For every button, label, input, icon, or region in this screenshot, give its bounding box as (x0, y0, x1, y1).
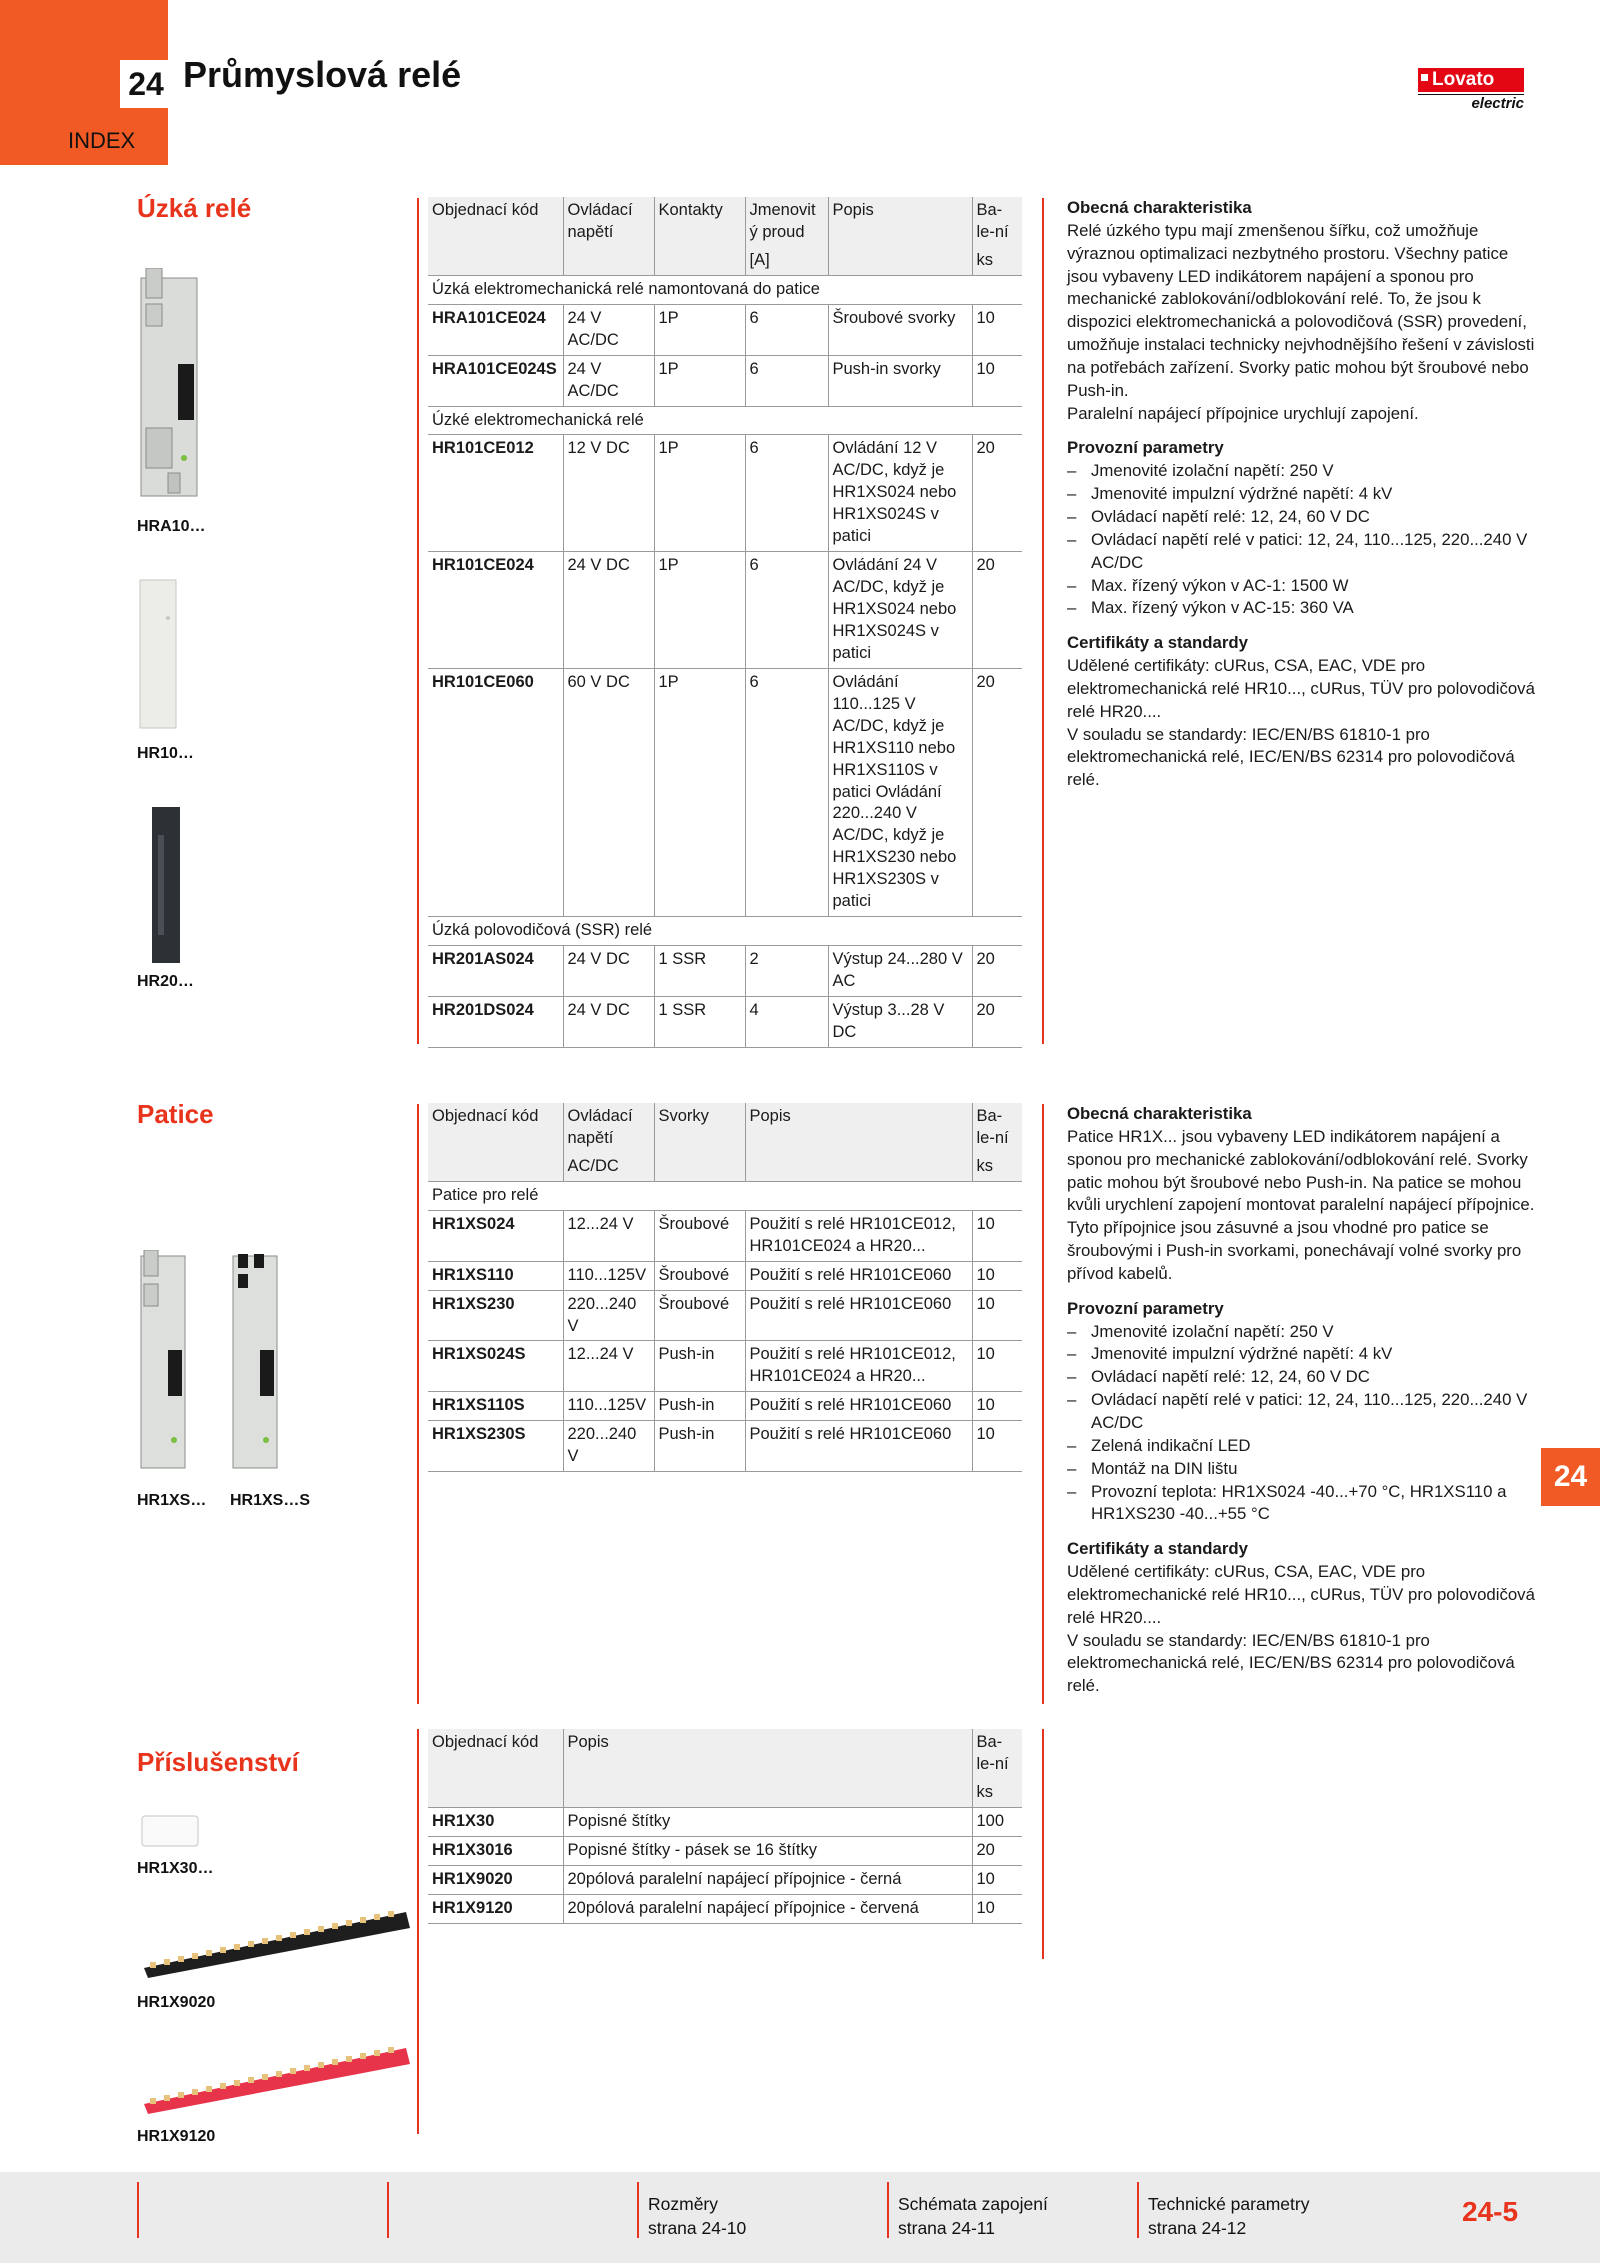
list-item: – Provozní teplota: HR1XS024 -40...+70 °C, HR1XS110 a HR1XS230 -40...+55 °C (1067, 1481, 1537, 1527)
product-label: HR1X30… (137, 1860, 214, 1877)
column-header: Ovládací napětí (563, 1103, 654, 1153)
order-code: HR201DS024 (428, 996, 563, 1047)
cell: 20 (972, 435, 1022, 552)
section-divider (1042, 198, 1044, 1044)
cell: 220...240 V (563, 1290, 654, 1341)
group-label: Úzké elektromechanická relé (428, 406, 1022, 435)
parameter-list (1067, 1321, 1537, 1527)
column-header: Popis (828, 197, 972, 247)
order-code: HR201AS024 (428, 946, 563, 997)
logo-sub: electric (1418, 94, 1524, 112)
cell: 110...125V (563, 1261, 654, 1290)
order-code: HR1X9120 (428, 1894, 563, 1923)
footer-link-title: Rozměry (648, 2194, 719, 2214)
heading: Certifikáty a standardy (1067, 633, 1248, 653)
cell: Použití s relé HR101CE060 (745, 1290, 972, 1341)
table-row (428, 1210, 1022, 1261)
cell: 1 SSR (654, 996, 745, 1047)
cell: 10 (972, 1210, 1022, 1261)
sockets-characteristics (1067, 1103, 1537, 1698)
column-header: Ba-le-ní (972, 1729, 1022, 1779)
cell: Ovládání 24 V AC/DC, když je HR1XS024 nebo HR1XS024S v patici (828, 552, 972, 669)
group-row (428, 917, 1022, 946)
table-row (428, 668, 1022, 916)
paragraph: Relé úzkého typu mají zmenšenou šířku, což umožňuje výraznou optimalizaci nezbytného prostoru. Všechny patice jsou vybaveny LED indikátorem napájení a sponou pro mechanické zablokování/odblokování relé. To, že jsou k dispozici elektromechanická a polovodičová (SSR) provedení, umožňuje instalaci technicky nejvhodnějšího řešení v závislosti na potřebách zařízení. Svorky patic mohou být šroubové nebo Push-in. (1067, 220, 1535, 400)
heading: Obecná charakteristika (1067, 198, 1252, 217)
table-row (428, 1807, 1022, 1836)
table-row (428, 1290, 1022, 1341)
order-code: HR101CE012 (428, 435, 563, 552)
unit-label: ks (972, 247, 1022, 275)
footer-divider (137, 2182, 139, 2238)
parameter-list (1067, 460, 1537, 620)
footer-link-dimensions[interactable] (648, 2193, 746, 2240)
list-item: – Jmenovité izolační napětí: 250 V (1067, 460, 1537, 483)
paragraph: V souladu se standardy: IEC/EN/BS 61810-1 pro elektromechanická relé, IEC/EN/BS 62314 pro polovodičová relé. (1067, 724, 1515, 790)
cell: 6 (745, 668, 828, 916)
relay-hra10-image (138, 268, 200, 500)
section-divider (1042, 1729, 1044, 1959)
cell: 1P (654, 304, 745, 355)
cell: Použití s relé HR101CE012, HR101CE024 a HR20... (745, 1210, 972, 1261)
cell: 6 (745, 435, 828, 552)
list-item: – Ovládací napětí relé v patici: 12, 24, 110...125, 220...240 V AC/DC (1067, 529, 1537, 575)
paragraph: Udělené certifikáty: cURus, CSA, EAC, VDE pro elektromechanická relé HR10..., cURus, TÜV pro polovodičová relé HR20.... (1067, 656, 1535, 721)
cell: Šroubové (654, 1290, 745, 1341)
order-code: HR1XS024 (428, 1210, 563, 1261)
order-code: HR1X9020 (428, 1865, 563, 1894)
order-code: HR1X30 (428, 1807, 563, 1836)
table-header-row (428, 197, 1022, 247)
cell: 24 V AC/DC (563, 355, 654, 406)
product-label: HR10… (137, 745, 194, 762)
cell: Šroubové (654, 1210, 745, 1261)
cell: Ovládání 12 V AC/DC, když je HR1XS024 nebo HR1XS024S v patici (828, 435, 972, 552)
cell: 12...24 V (563, 1210, 654, 1261)
column-header: Kontakty (654, 197, 745, 247)
list-item: – Jmenovité impulzní výdržné napětí: 4 kV (1067, 483, 1537, 506)
socket-pushin-image (230, 1250, 280, 1472)
cell: 20pólová paralelní napájecí přípojnice - černá (563, 1865, 972, 1894)
table-row (428, 946, 1022, 997)
table-row (428, 1261, 1022, 1290)
cell: 20 (972, 996, 1022, 1047)
paragraph: V souladu se standardy: IEC/EN/BS 61810-1 pro elektromechanická relé, IEC/EN/BS 62314 pro polovodičová relé. (1067, 1630, 1515, 1696)
cell: 6 (745, 355, 828, 406)
group-row (428, 275, 1022, 304)
list-item: – Zelená indikační LED (1067, 1435, 1537, 1458)
list-item: – Jmenovité impulzní výdržné napětí: 4 kV (1067, 1343, 1537, 1366)
table-row (428, 1392, 1022, 1421)
section-divider (417, 1729, 419, 2134)
heading: Certifikáty a standardy (1067, 1539, 1248, 1559)
page-title: Průmyslová relé (183, 54, 462, 95)
cell: Push-in svorky (828, 355, 972, 406)
cell: 20 (972, 946, 1022, 997)
footer-divider (1137, 2182, 1139, 2238)
column-header: Objednací kód (428, 1729, 563, 1779)
section-divider (417, 1104, 419, 1704)
paragraph: Udělené certifikáty: cURus, CSA, EAC, VDE pro elektromechanické relé HR10..., cURus, TÜV pro polovodičová relé HR20.... (1067, 1562, 1535, 1627)
sockets-table (428, 1103, 1022, 1472)
cell: Výstup 3...28 V DC (828, 996, 972, 1047)
cell: 10 (972, 355, 1022, 406)
table-header-row (428, 1103, 1022, 1153)
column-header: Objednací kód (428, 197, 563, 247)
cell: 12 V DC (563, 435, 654, 552)
chapter-side-tab[interactable]: 24 (1541, 1448, 1600, 1506)
table-row (428, 304, 1022, 355)
table-row (428, 1865, 1022, 1894)
cell: Push-in (654, 1341, 745, 1392)
list-item: – Ovládací napětí relé v patici: 12, 24, 110...125, 220...240 V AC/DC (1067, 1389, 1537, 1435)
list-item: – Ovládací napětí relé: 12, 24, 60 V DC (1067, 1366, 1537, 1389)
cell: 1 SSR (654, 946, 745, 997)
order-code: HR1XS110 (428, 1261, 563, 1290)
list-item: – Max. řízený výkon v AC-15: 360 VA (1067, 597, 1537, 620)
column-header: Popis (745, 1103, 972, 1153)
cell: 20 (972, 1836, 1022, 1865)
table-row (428, 552, 1022, 669)
order-code: HR1XS230 (428, 1290, 563, 1341)
unit-label: [A] (745, 247, 828, 275)
table-row (428, 1836, 1022, 1865)
cell: Výstup 24...280 V AC (828, 946, 972, 997)
cell: 2 (745, 946, 828, 997)
cell: Ovládání 110...125 V AC/DC, když je HR1XS110 nebo HR1XS110S v patici Ovládání 220...240 V AC/DC, když je HR1XS230 nebo HR1XS230S v patici (828, 668, 972, 916)
section-divider (417, 198, 419, 1044)
cell: Šroubové svorky (828, 304, 972, 355)
heading: Provozní parametry (1067, 438, 1224, 458)
table-units-row (428, 1153, 1022, 1181)
cell: Šroubové (654, 1261, 745, 1290)
table-row (428, 1341, 1022, 1392)
cell: 24 V DC (563, 996, 654, 1047)
column-header: Jmenovitý proud (745, 197, 828, 247)
table-row (428, 355, 1022, 406)
product-label: HR20… (137, 973, 194, 990)
footer-divider (387, 2182, 389, 2238)
list-item: – Montáž na DIN lištu (1067, 1458, 1537, 1481)
section-title-sockets: Patice (137, 1099, 214, 1129)
relay-hr10-image (138, 578, 178, 730)
cell: 10 (972, 1392, 1022, 1421)
table-header-row (428, 1729, 1022, 1779)
paragraph: Patice HR1X... jsou vybaveny LED indikátorem napájení a sponou pro mechanické zablokování/odblokování relé. Svorky patic mohou být šroubové nebo Push-in. Na patice se mohou kvůli urychlení zapojení montovat paralelní napájecí přípojnice. Tyto přípojnice jsou zásuvné a jsou vhodné pro patice se šroubovými i Push-in svorkami, ponechávají volné svorky pro přívod kabelů. (1067, 1126, 1535, 1283)
table-units-row (428, 247, 1022, 275)
order-code: HR1XS024S (428, 1341, 563, 1392)
cell: 6 (745, 552, 828, 669)
unit-label: AC/DC (563, 1153, 654, 1181)
cell: 1P (654, 355, 745, 406)
busbar-black-image (140, 1898, 412, 1978)
order-code: HR1X3016 (428, 1836, 563, 1865)
column-header: Ba-le-ní (972, 197, 1022, 247)
label-tags-image (140, 1812, 200, 1848)
column-header: Ovládací napětí (563, 197, 654, 247)
cell: 100 (972, 1807, 1022, 1836)
order-code: HR101CE060 (428, 668, 563, 916)
cell: 24 V DC (563, 552, 654, 669)
order-code: HR1XS110S (428, 1392, 563, 1421)
cell: 1P (654, 552, 745, 669)
cell: 12...24 V (563, 1341, 654, 1392)
group-row (428, 406, 1022, 435)
relays-table (428, 197, 1022, 1048)
cell: Použití s relé HR101CE060 (745, 1261, 972, 1290)
cell: Push-in (654, 1421, 745, 1472)
busbar-red-image (140, 2034, 412, 2114)
product-label: HR1XS… (137, 1492, 207, 1509)
product-label: HR1XS…S (230, 1492, 311, 1509)
cell: 10 (972, 1894, 1022, 1923)
relays-characteristics (1067, 197, 1537, 792)
cell: Použití s relé HR101CE060 (745, 1392, 972, 1421)
index-link[interactable]: INDEX (68, 128, 136, 153)
footer-link-title: Technické parametry (1148, 2194, 1310, 2214)
cell: 24 V DC (563, 946, 654, 997)
column-header: Popis (563, 1729, 972, 1779)
page-number: 24-5 (1462, 2196, 1519, 2227)
cell: 10 (972, 1421, 1022, 1472)
product-label: HRA10… (137, 518, 206, 535)
product-label: HR1X9020 (137, 1994, 216, 2011)
group-label: Patice pro relé (428, 1181, 1022, 1210)
cell: Popisné štítky - pásek se 16 štítky (563, 1836, 972, 1865)
cell: 1P (654, 435, 745, 552)
order-code: HRA101CE024 (428, 304, 563, 355)
list-item: – Jmenovité izolační napětí: 250 V (1067, 1321, 1537, 1344)
list-item: – Ovládací napětí relé: 12, 24, 60 V DC (1067, 506, 1537, 529)
cell: Použití s relé HR101CE012, HR101CE024 a HR20... (745, 1341, 972, 1392)
cell: 10 (972, 1865, 1022, 1894)
cell: 4 (745, 996, 828, 1047)
footer-bar (0, 2172, 1600, 2263)
heading: Obecná charakteristika (1067, 1104, 1252, 1123)
unit-label: ks (972, 1153, 1022, 1181)
column-header: Objednací kód (428, 1103, 563, 1153)
table-row (428, 1894, 1022, 1923)
cell: 1P (654, 668, 745, 916)
product-label: HR1X9120 (137, 2128, 216, 2145)
socket-screw-image (138, 1250, 188, 1472)
cell: Push-in (654, 1392, 745, 1421)
section-divider (1042, 1104, 1044, 1704)
unit-label: ks (972, 1779, 1022, 1807)
cell: Popisné štítky (563, 1807, 972, 1836)
cell: 60 V DC (563, 668, 654, 916)
cell: 220...240 V (563, 1421, 654, 1472)
group-label: Úzká elektromechanická relé namontovaná do patice (428, 275, 1022, 304)
cell: 10 (972, 1341, 1022, 1392)
cell: 20pólová paralelní napájecí přípojnice - červená (563, 1894, 972, 1923)
lovato-logo (1418, 68, 1524, 116)
group-row (428, 1181, 1022, 1210)
cell: 6 (745, 304, 828, 355)
footer-link-wiring[interactable] (898, 2193, 1048, 2240)
cell: 10 (972, 1290, 1022, 1341)
cell: 10 (972, 1261, 1022, 1290)
table-row (428, 1421, 1022, 1472)
group-label: Úzká polovodičová (SSR) relé (428, 917, 1022, 946)
order-code: HR101CE024 (428, 552, 563, 669)
footer-link-page: strana 24-11 (898, 2217, 995, 2238)
column-header: Svorky (654, 1103, 745, 1153)
section-title-relays: Úzká relé (137, 193, 252, 223)
footer-divider (637, 2182, 639, 2238)
table-row (428, 996, 1022, 1047)
cell: 110...125V (563, 1392, 654, 1421)
footer-link-technical[interactable] (1148, 2193, 1309, 2240)
cell: 10 (972, 304, 1022, 355)
footer-link-page: strana 24-12 (1148, 2217, 1247, 2238)
table-units-row (428, 1779, 1022, 1807)
footer-link-title: Schémata zapojení (898, 2194, 1048, 2214)
heading: Provozní parametry (1067, 1298, 1224, 1318)
table-row (428, 435, 1022, 552)
list-item: – Max. řízený výkon v AC-1: 1500 W (1067, 575, 1537, 598)
chapter-number: 24 (120, 60, 172, 108)
logo-brand: Lovato (1418, 68, 1524, 92)
paragraph: Paralelní napájecí přípojnice urychlují zapojení. (1067, 403, 1419, 423)
relay-hr20-image (150, 805, 182, 965)
cell: 24 V AC/DC (563, 304, 654, 355)
cell: Použití s relé HR101CE060 (745, 1421, 972, 1472)
cell: 20 (972, 668, 1022, 916)
cell: 20 (972, 552, 1022, 669)
accessories-table (428, 1729, 1022, 1924)
section-title-accessories: Příslušenství (137, 1747, 299, 1777)
footer-divider (887, 2182, 889, 2238)
order-code: HR1XS230S (428, 1421, 563, 1472)
footer-link-page: strana 24-10 (648, 2217, 747, 2238)
column-header: Ba-le-ní (972, 1103, 1022, 1153)
order-code: HRA101CE024S (428, 355, 563, 406)
